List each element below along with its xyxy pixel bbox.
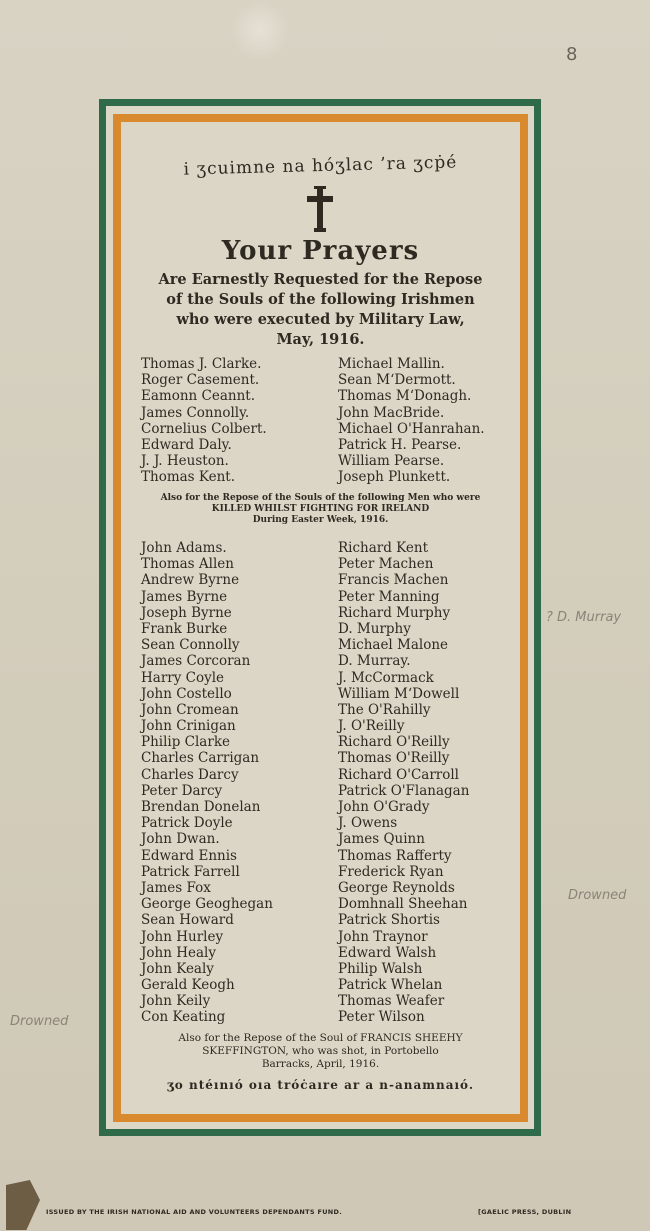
list-item: J. Owens — [338, 815, 398, 832]
list-item: James Connolly. — [141, 404, 250, 421]
list-item: James Fox — [141, 879, 211, 896]
list-item: D. Murphy — [338, 620, 411, 637]
list-item: The O'Rahilly — [338, 701, 431, 718]
list-item: James Byrne — [141, 588, 228, 605]
list-item: Frederick Ryan — [338, 863, 444, 880]
list-item: Peter Wilson — [338, 1009, 425, 1026]
list-item: Roger Casement. — [141, 372, 260, 389]
list-item: George Geoghegan — [141, 896, 273, 913]
list-item: Patrick Farrell — [141, 863, 240, 880]
list-item: Richard Kent — [338, 540, 429, 556]
list-item: John Kealy — [141, 960, 214, 977]
list-item: Richard O'Carroll — [338, 766, 459, 783]
request-line: Are Earnestly Requested for the Repose — [158, 271, 483, 288]
list-item: Domhnall Sheehan — [338, 896, 468, 913]
gaelic-footer: ʒo ntéınıó oıa tróċaıre ar a n-anamnaıó. — [166, 1078, 475, 1092]
list-item: Thomas O'Reilly — [338, 750, 450, 767]
list-item: James Quinn — [338, 831, 425, 848]
list-item: Joseph Plunkett. — [338, 469, 451, 486]
list-item: Eamonn Ceannt. — [141, 388, 255, 405]
list-item: John Healy — [141, 944, 216, 961]
note-line: SKEFFINGTON, who was shot, in Portobello — [202, 1045, 439, 1057]
list-item: Patrick H. Pearse. — [338, 436, 462, 453]
gaelic-header: i ʒcuimne na hóʒlac ’ra ʒcṗé — [183, 152, 458, 180]
executed-list-left — [141, 356, 267, 486]
list-item: Philip Clarke — [141, 734, 230, 751]
request-line: who were executed by Military Law, — [176, 311, 465, 328]
list-item: George Reynolds — [338, 879, 455, 896]
printer-note: [GAELIC PRESS, DUBLIN — [478, 1208, 572, 1216]
skeffington-note — [141, 1032, 500, 1071]
list-item: William M‘Dowell — [338, 685, 460, 702]
list-item: Brendan Donelan — [141, 799, 261, 815]
list-item: Michael O'Hanrahan. — [338, 420, 485, 437]
list-item: John Keily — [141, 993, 211, 1010]
killed-list-right — [338, 540, 469, 1026]
list-item: Harry Coyle — [141, 669, 225, 686]
list-item: Thomas Weafer — [338, 993, 445, 1010]
executed-list-right — [338, 356, 485, 486]
list-item: Peter Manning — [338, 588, 440, 605]
list-item: William Pearse. — [338, 453, 445, 470]
list-item: Richard O'Reilly — [338, 734, 450, 751]
paper-stain — [230, 0, 290, 60]
list-item: John Cromean — [141, 701, 239, 718]
list-item: Edward Walsh — [338, 944, 437, 961]
list-item: Michael Malone — [338, 637, 449, 654]
memorial-card — [121, 122, 520, 1114]
list-item: John MacBride. — [338, 404, 445, 421]
killed-list-left — [141, 540, 273, 1026]
card-title: Your Prayers — [221, 236, 420, 266]
heading-line: KILLED WHILST FIGHTING FOR IRELAND — [211, 504, 430, 514]
prayer-request — [131, 270, 510, 350]
list-item: Edward Ennis — [141, 847, 237, 864]
list-item: Thomas J. Clarke. — [141, 356, 262, 372]
list-item: Sean Connolly — [141, 637, 240, 654]
list-item: John Traynor — [338, 928, 428, 945]
list-item: J. O'Reilly — [338, 718, 405, 735]
list-item: James Corcoran — [141, 653, 251, 670]
list-item: Thomas Rafferty — [338, 847, 452, 864]
heading-line: Also for the Repose of the Souls of the following Men who were — [160, 493, 481, 503]
list-item: Thomas M‘Donagh. — [338, 388, 472, 405]
list-item: Sean M‘Dermott. — [338, 372, 456, 389]
list-item: Charles Darcy — [141, 766, 239, 783]
list-item: Thomas Kent. — [141, 469, 236, 486]
list-item: Patrick Shortis — [338, 912, 440, 929]
margin-note-drowned-left: Drowned — [10, 1014, 69, 1029]
latin-cross-icon — [305, 184, 335, 234]
list-item: Richard Murphy — [338, 604, 451, 621]
margin-note-drowned-right: Drowned — [568, 888, 627, 903]
list-item: Frank Burke — [141, 620, 228, 637]
publisher-note: ISSUED BY THE IRISH NATIONAL AID AND VOLUNTEERS DEPENDANTS FUND. — [46, 1208, 342, 1216]
list-item: J. McCormack — [338, 669, 434, 686]
list-item: Peter Machen — [338, 556, 434, 573]
list-item: Patrick Doyle — [141, 815, 233, 832]
list-item: Philip Walsh — [338, 960, 423, 977]
list-item: Charles Carrigan — [141, 750, 260, 767]
list-item: Gerald Keogh — [141, 977, 235, 994]
list-item: John Hurley — [141, 928, 224, 945]
list-item: Cornelius Colbert. — [141, 420, 267, 437]
page-number: 8 — [566, 44, 578, 65]
list-item: John Dwan. — [141, 831, 220, 848]
list-item: Edward Daly. — [141, 436, 232, 453]
request-line: of the Souls of the following Irishmen — [166, 291, 475, 308]
list-item: Thomas Allen — [141, 556, 234, 573]
list-item: John O'Grady — [338, 799, 430, 815]
note-line: Barracks, April, 1916. — [261, 1058, 380, 1070]
list-item: D. Murray. — [338, 653, 411, 670]
list-item: Joseph Byrne — [141, 604, 232, 621]
list-item: Patrick O'Flanagan — [338, 782, 470, 799]
list-item: Con Keating — [141, 1009, 226, 1026]
list-item: Patrick Whelan — [338, 977, 443, 994]
list-item: J. J. Heuston. — [141, 453, 229, 470]
list-item: Francis Machen — [338, 572, 449, 589]
list-item: Sean Howard — [141, 912, 234, 929]
also-killed-heading — [131, 493, 510, 526]
list-item: John Adams. — [141, 540, 227, 556]
list-item: Peter Darcy — [141, 782, 223, 799]
request-line: May, 1916. — [276, 331, 365, 348]
margin-note-d-murray: ? D. Murray — [546, 610, 622, 625]
list-item: John Costello — [141, 685, 232, 702]
list-item: John Crinigan — [141, 718, 236, 735]
list-item: Andrew Byrne — [141, 572, 240, 589]
heading-line: During Easter Week, 1916. — [252, 515, 389, 525]
note-line: Also for the Repose of the Soul of FRANCIS SHEEHY — [178, 1032, 463, 1044]
list-item: Michael Mallin. — [338, 356, 445, 372]
